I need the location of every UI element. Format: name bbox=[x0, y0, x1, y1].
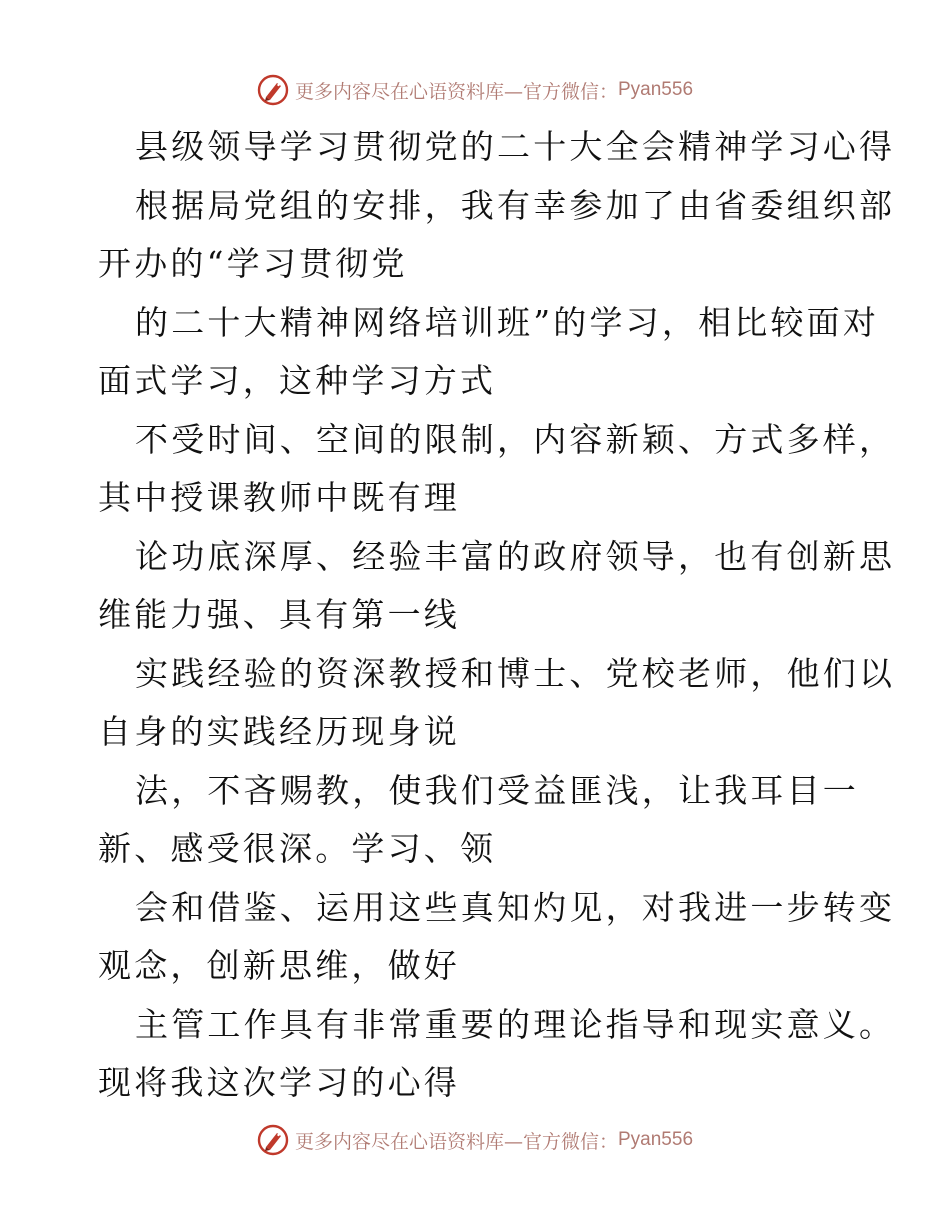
header-banner-wechat: Pyan556 bbox=[618, 79, 694, 100]
paragraph-line: 会和借鉴、运用这些真知灼见，对我进一步转变 bbox=[135, 888, 896, 927]
paragraph-line: 不受时间、空间的限制，内容新颖、方式多样， bbox=[135, 420, 896, 459]
paragraph-line: 实践经验的资深教授和博士、党校老师，他们以 bbox=[135, 654, 896, 693]
paragraph-line: 维能力强、具有第一线 bbox=[98, 595, 460, 634]
paragraph-line: 法，不吝赐教，使我们受益匪浅，让我耳目一 bbox=[135, 771, 859, 810]
header-banner bbox=[0, 70, 950, 110]
paragraph-line: 新、感受很深。学习、领 bbox=[98, 829, 497, 868]
footer-banner-wechat: Pyan556 bbox=[618, 1129, 694, 1150]
document-title: 县级领导学习贯彻党的二十大全会精神学习心得 bbox=[135, 127, 896, 166]
paragraph-line: 面式学习，这种学习方式 bbox=[98, 361, 497, 400]
paragraph-line: 自身的实践经历现身说 bbox=[98, 712, 460, 751]
paragraph-line: 的二十大精神网络培训班”的学习，相比较面对 bbox=[135, 303, 880, 342]
paragraph-line: 根据局党组的安排，我有幸参加了由省委组织部 bbox=[135, 186, 896, 225]
paragraph-line: 其中授课教师中既有理 bbox=[98, 478, 460, 517]
paragraph-line: 观念，创新思维，做好 bbox=[98, 946, 460, 985]
pen-nib-logo-icon bbox=[257, 1124, 289, 1156]
footer-banner-text: 更多内容尽在心语资料库—官方微信： bbox=[294, 1130, 618, 1153]
paragraph-line: 现将我这次学习的心得 bbox=[98, 1063, 460, 1102]
paragraph-line: 论功底深厚、经验丰富的政府领导，也有创新思 bbox=[135, 537, 896, 576]
paragraph-line: 开办的“学习贯彻党 bbox=[98, 244, 408, 283]
header-banner-text: 更多内容尽在心语资料库—官方微信： bbox=[294, 80, 618, 103]
paragraph-line: 主管工作具有非常重要的理论指导和现实意义。 bbox=[135, 1005, 896, 1044]
footer-banner bbox=[0, 1120, 950, 1160]
pen-nib-logo-icon bbox=[257, 74, 289, 106]
